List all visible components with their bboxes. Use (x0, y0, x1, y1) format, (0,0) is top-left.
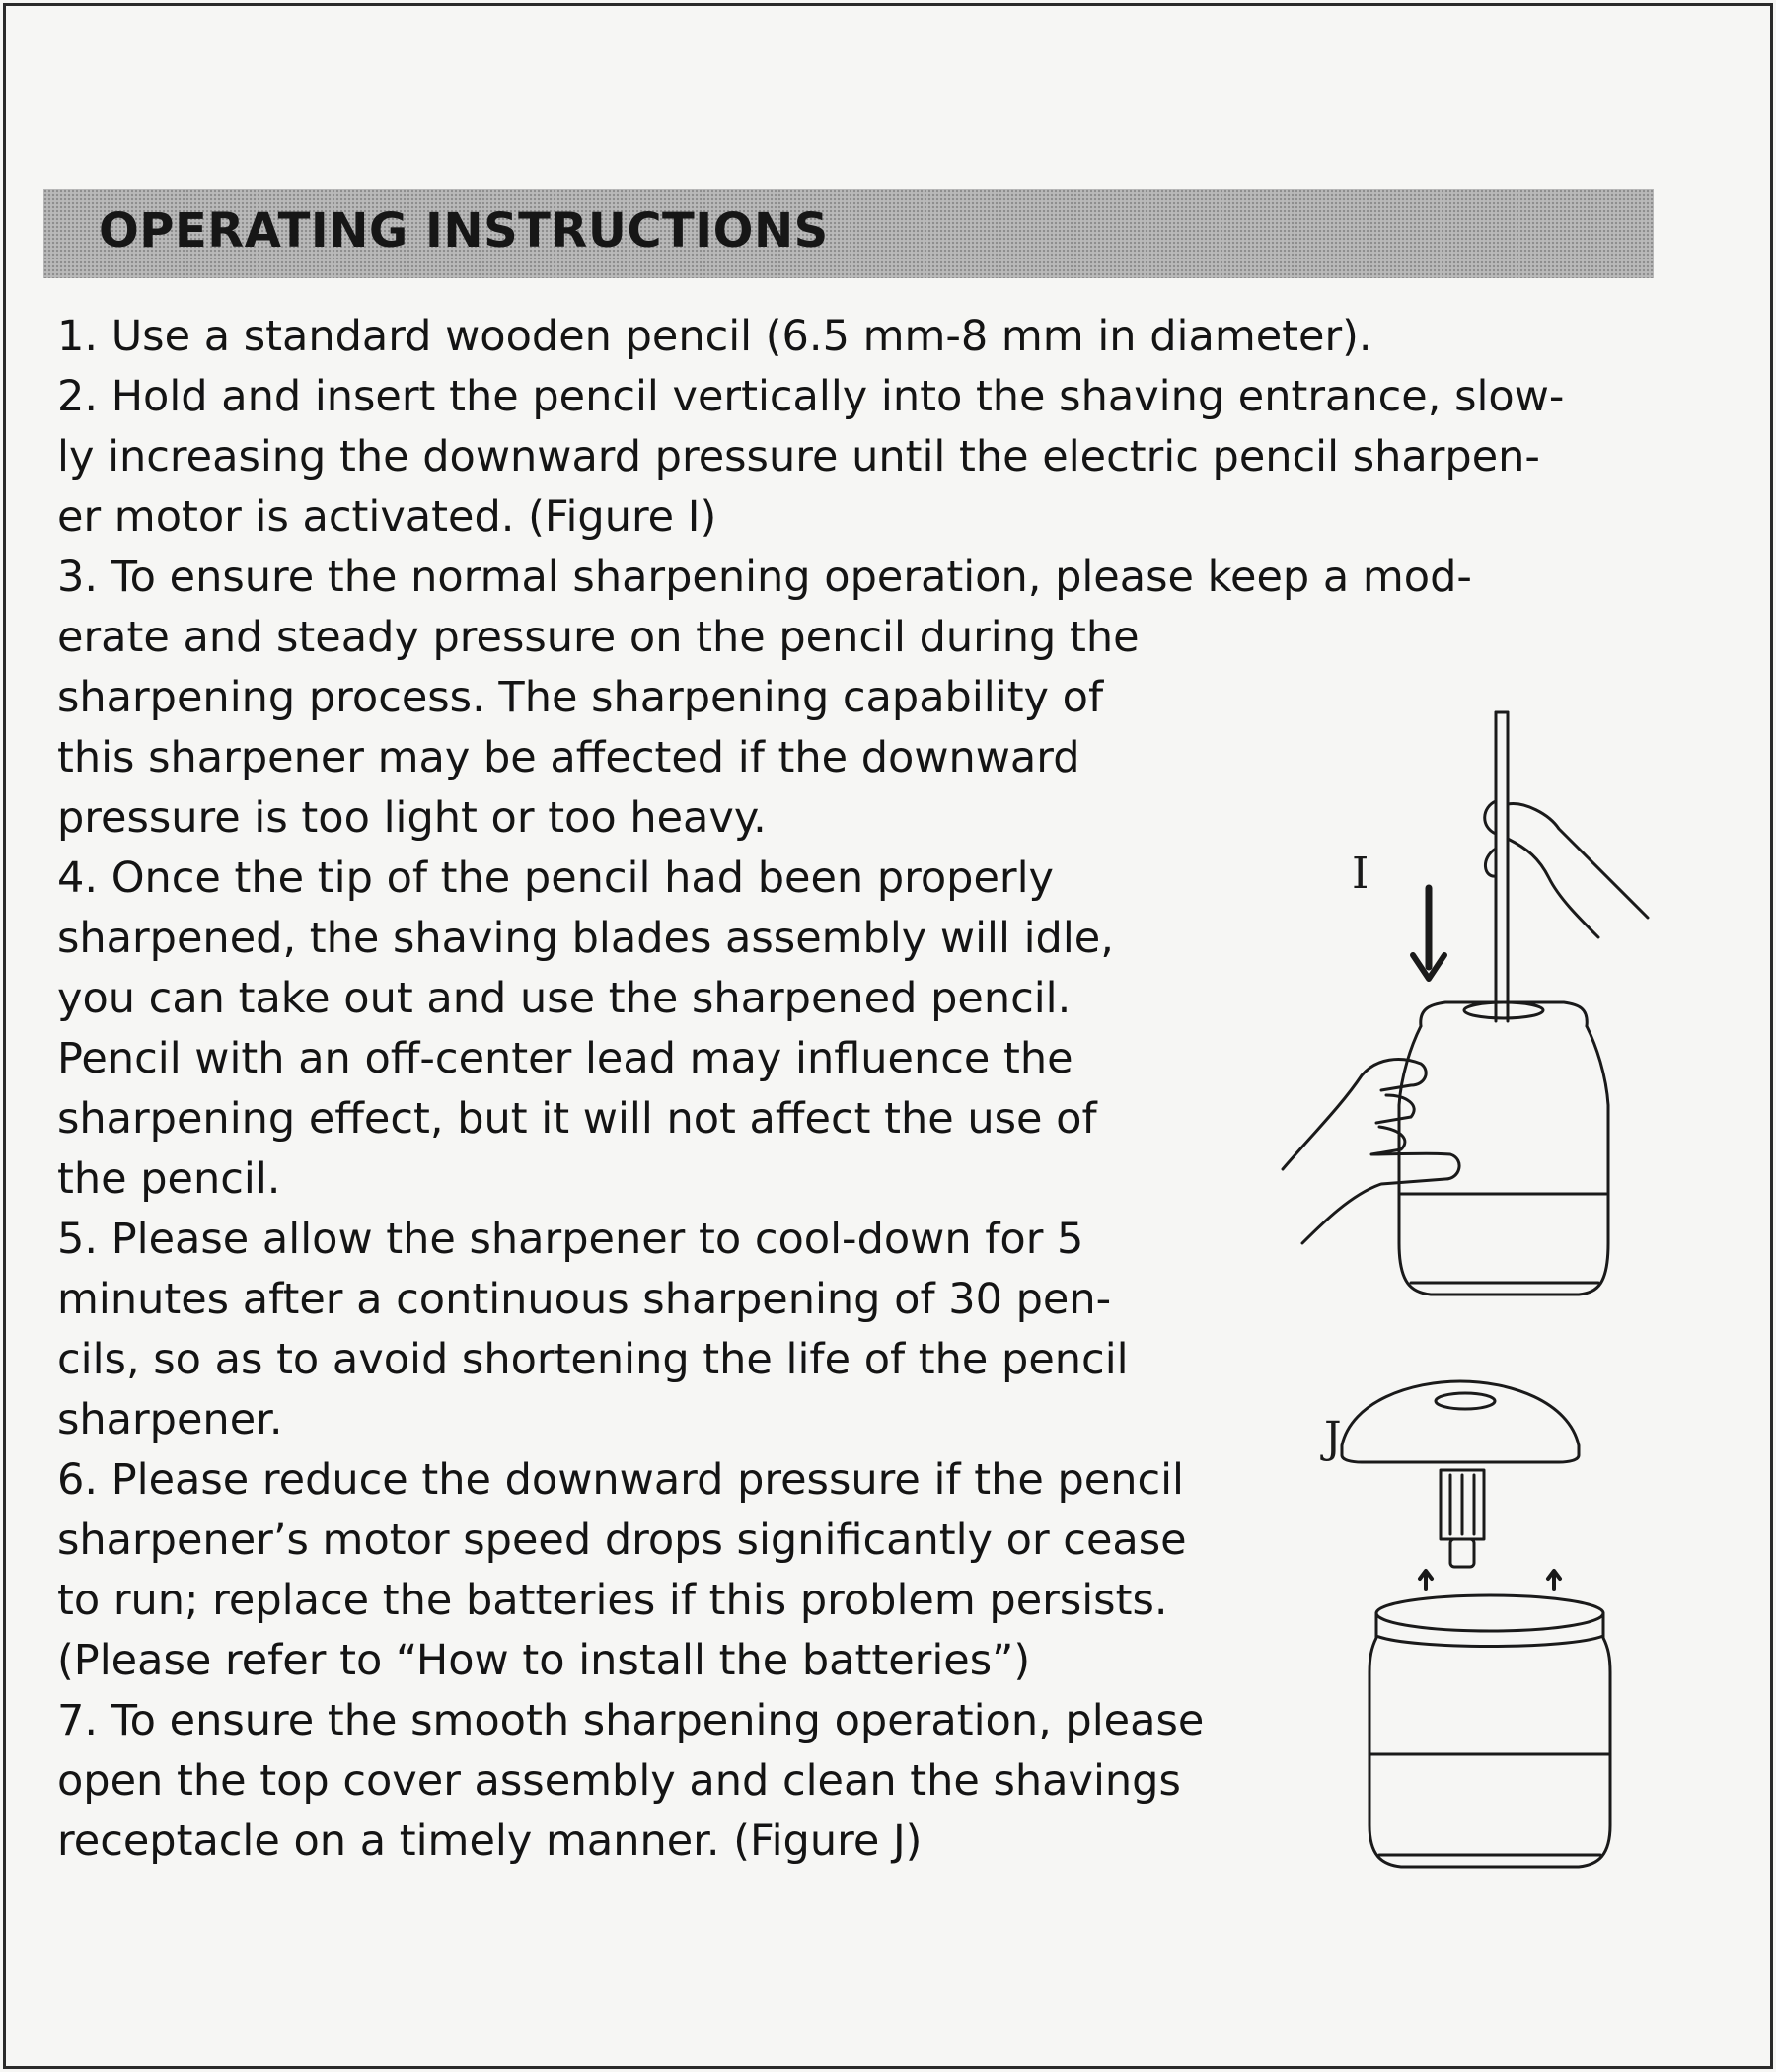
instruction-line-2: 2. Hold and insert the pencil vertically into the shaving entrance, slow- (57, 372, 1565, 421)
pencil-drawing (1496, 712, 1508, 1021)
instruction-line-11: sharpened, the shaving blades assembly will idle, (57, 914, 1114, 963)
instruction-line-19: sharpener. (57, 1395, 283, 1444)
down-arrow-icon (1413, 888, 1444, 979)
instruction-line-16: 5. Please allow the sharpener to cool-down for 5 (57, 1215, 1084, 1264)
instruction-line-18: cils, so as to avoid shortening the life of the pencil (57, 1335, 1129, 1384)
instruction-line-20: 6. Please reduce the downward pressure if the pencil (57, 1455, 1184, 1505)
lower-hand-drawing (1283, 1060, 1459, 1243)
instruction-line-14: sharpening effect, but it will not affect the use of (57, 1094, 1097, 1144)
up-arrow-icon (1420, 1571, 1560, 1589)
instruction-line-1: 1. Use a standard wooden pencil (6.5 mm-8 mm in diameter). (57, 312, 1372, 361)
figure-i-label: I (1352, 849, 1369, 899)
instruction-line-23: (Please refer to “How to install the batteries”) (57, 1636, 1031, 1685)
instruction-line-8: this sharpener may be affected if the downward (57, 733, 1080, 782)
section-title: OPERATING INSTRUCTIONS (99, 203, 829, 259)
section-header (43, 189, 1654, 278)
figure-j-label: J (1324, 1413, 1342, 1463)
sharpener-body-drawing (1399, 1002, 1608, 1295)
instruction-line-6: erate and steady pressure on the pencil during the (57, 613, 1140, 662)
instruction-line-12: you can take out and use the sharpened pencil. (57, 974, 1072, 1023)
instruction-line-17: minutes after a continuous sharpening of 30 pen- (57, 1275, 1112, 1324)
shavings-receptacle-drawing (1369, 1595, 1610, 1867)
instruction-line-3: ly increasing the downward pressure until the electric pencil sharpen- (57, 432, 1540, 481)
instruction-line-21: sharpener’s motor speed drops significantly or cease (57, 1516, 1187, 1565)
instruction-line-24: 7. To ensure the smooth sharpening operation, please (57, 1696, 1205, 1745)
instruction-line-15: the pencil. (57, 1154, 281, 1204)
upper-hand-drawing (1485, 801, 1648, 937)
instruction-line-9: pressure is too light or too heavy. (57, 793, 767, 843)
instruction-line-10: 4. Once the tip of the pencil had been properly (57, 853, 1054, 903)
sharpener-illustration (1263, 691, 1658, 1904)
instruction-line-22: to run; replace the batteries if this problem persists. (57, 1576, 1168, 1625)
instruction-line-5: 3. To ensure the normal sharpening operation, please keep a mod- (57, 553, 1472, 602)
instruction-line-4: er motor is activated. (Figure I) (57, 492, 717, 542)
instruction-line-25: open the top cover assembly and clean the shavings (57, 1756, 1181, 1806)
instruction-line-26: receptacle on a timely manner. (Figure J) (57, 1816, 923, 1866)
instruction-line-13: Pencil with an off-center lead may influence the (57, 1034, 1073, 1083)
instruction-line-7: sharpening process. The sharpening capability of (57, 673, 1104, 722)
top-cover-drawing (1342, 1381, 1579, 1567)
